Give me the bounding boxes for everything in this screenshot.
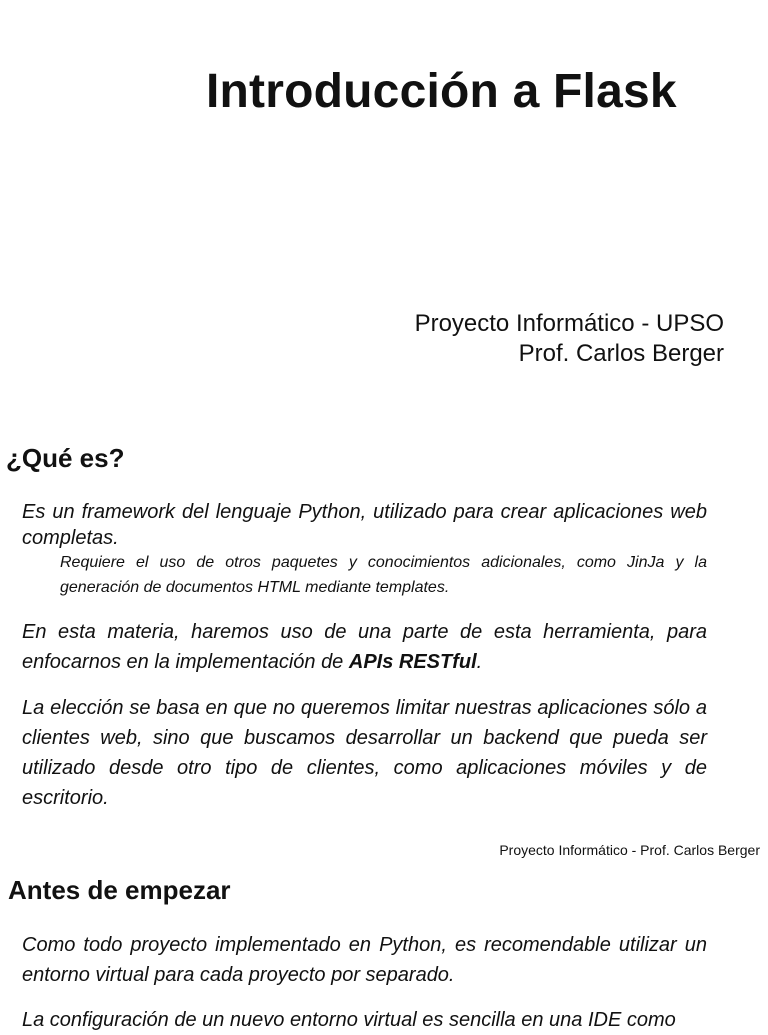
subtitle-professor: Prof. Carlos Berger (518, 340, 724, 367)
paragraph-ide-config: La configuración de un nuevo entorno virtual es sencilla en una IDE como (22, 1009, 676, 1031)
slide-subtitle (415, 309, 724, 369)
section-heading-que-es: ¿Qué es? (6, 443, 125, 473)
paragraph-requirements: Requiere el uso de otros paquetes y conocimientos adicionales, como JinJa y la generación de documentos HTML mediante templates. (60, 554, 707, 596)
paragraph-rationale: La elección se basa en que no queremos limitar nuestras aplicaciones sólo a clientes web, sino que buscamos desarrollar un backend que pueda ser utilizado desde otro tipo de clientes, como aplicaciones móviles y de escritorio. (22, 697, 707, 809)
subtitle-course: Proyecto Informático - UPSO (414, 310, 724, 337)
scope-text: En esta materia, haremos uso de una parte de esta herramienta, para enfocarnos en la implementación de (22, 621, 707, 673)
slide-title: Introducción a Flask (206, 65, 677, 118)
section-heading-antes-de-empezar: Antes de empezar (8, 875, 231, 905)
paragraph-virtualenv: Como todo proyecto implementado en Python, es recomendable utilizar un entorno virtual para cada proyecto por separado. (22, 934, 707, 986)
paragraph-definition: Es un framework del lenguaje Python, utilizado para crear aplicaciones web completas. (22, 501, 707, 549)
scope-emphasis: APIs RESTful (348, 651, 477, 673)
paragraph-scope (22, 617, 707, 677)
footer-credit: Proyecto Informático - Prof. Carlos Berger (499, 842, 760, 858)
scope-period: . (476, 651, 483, 673)
